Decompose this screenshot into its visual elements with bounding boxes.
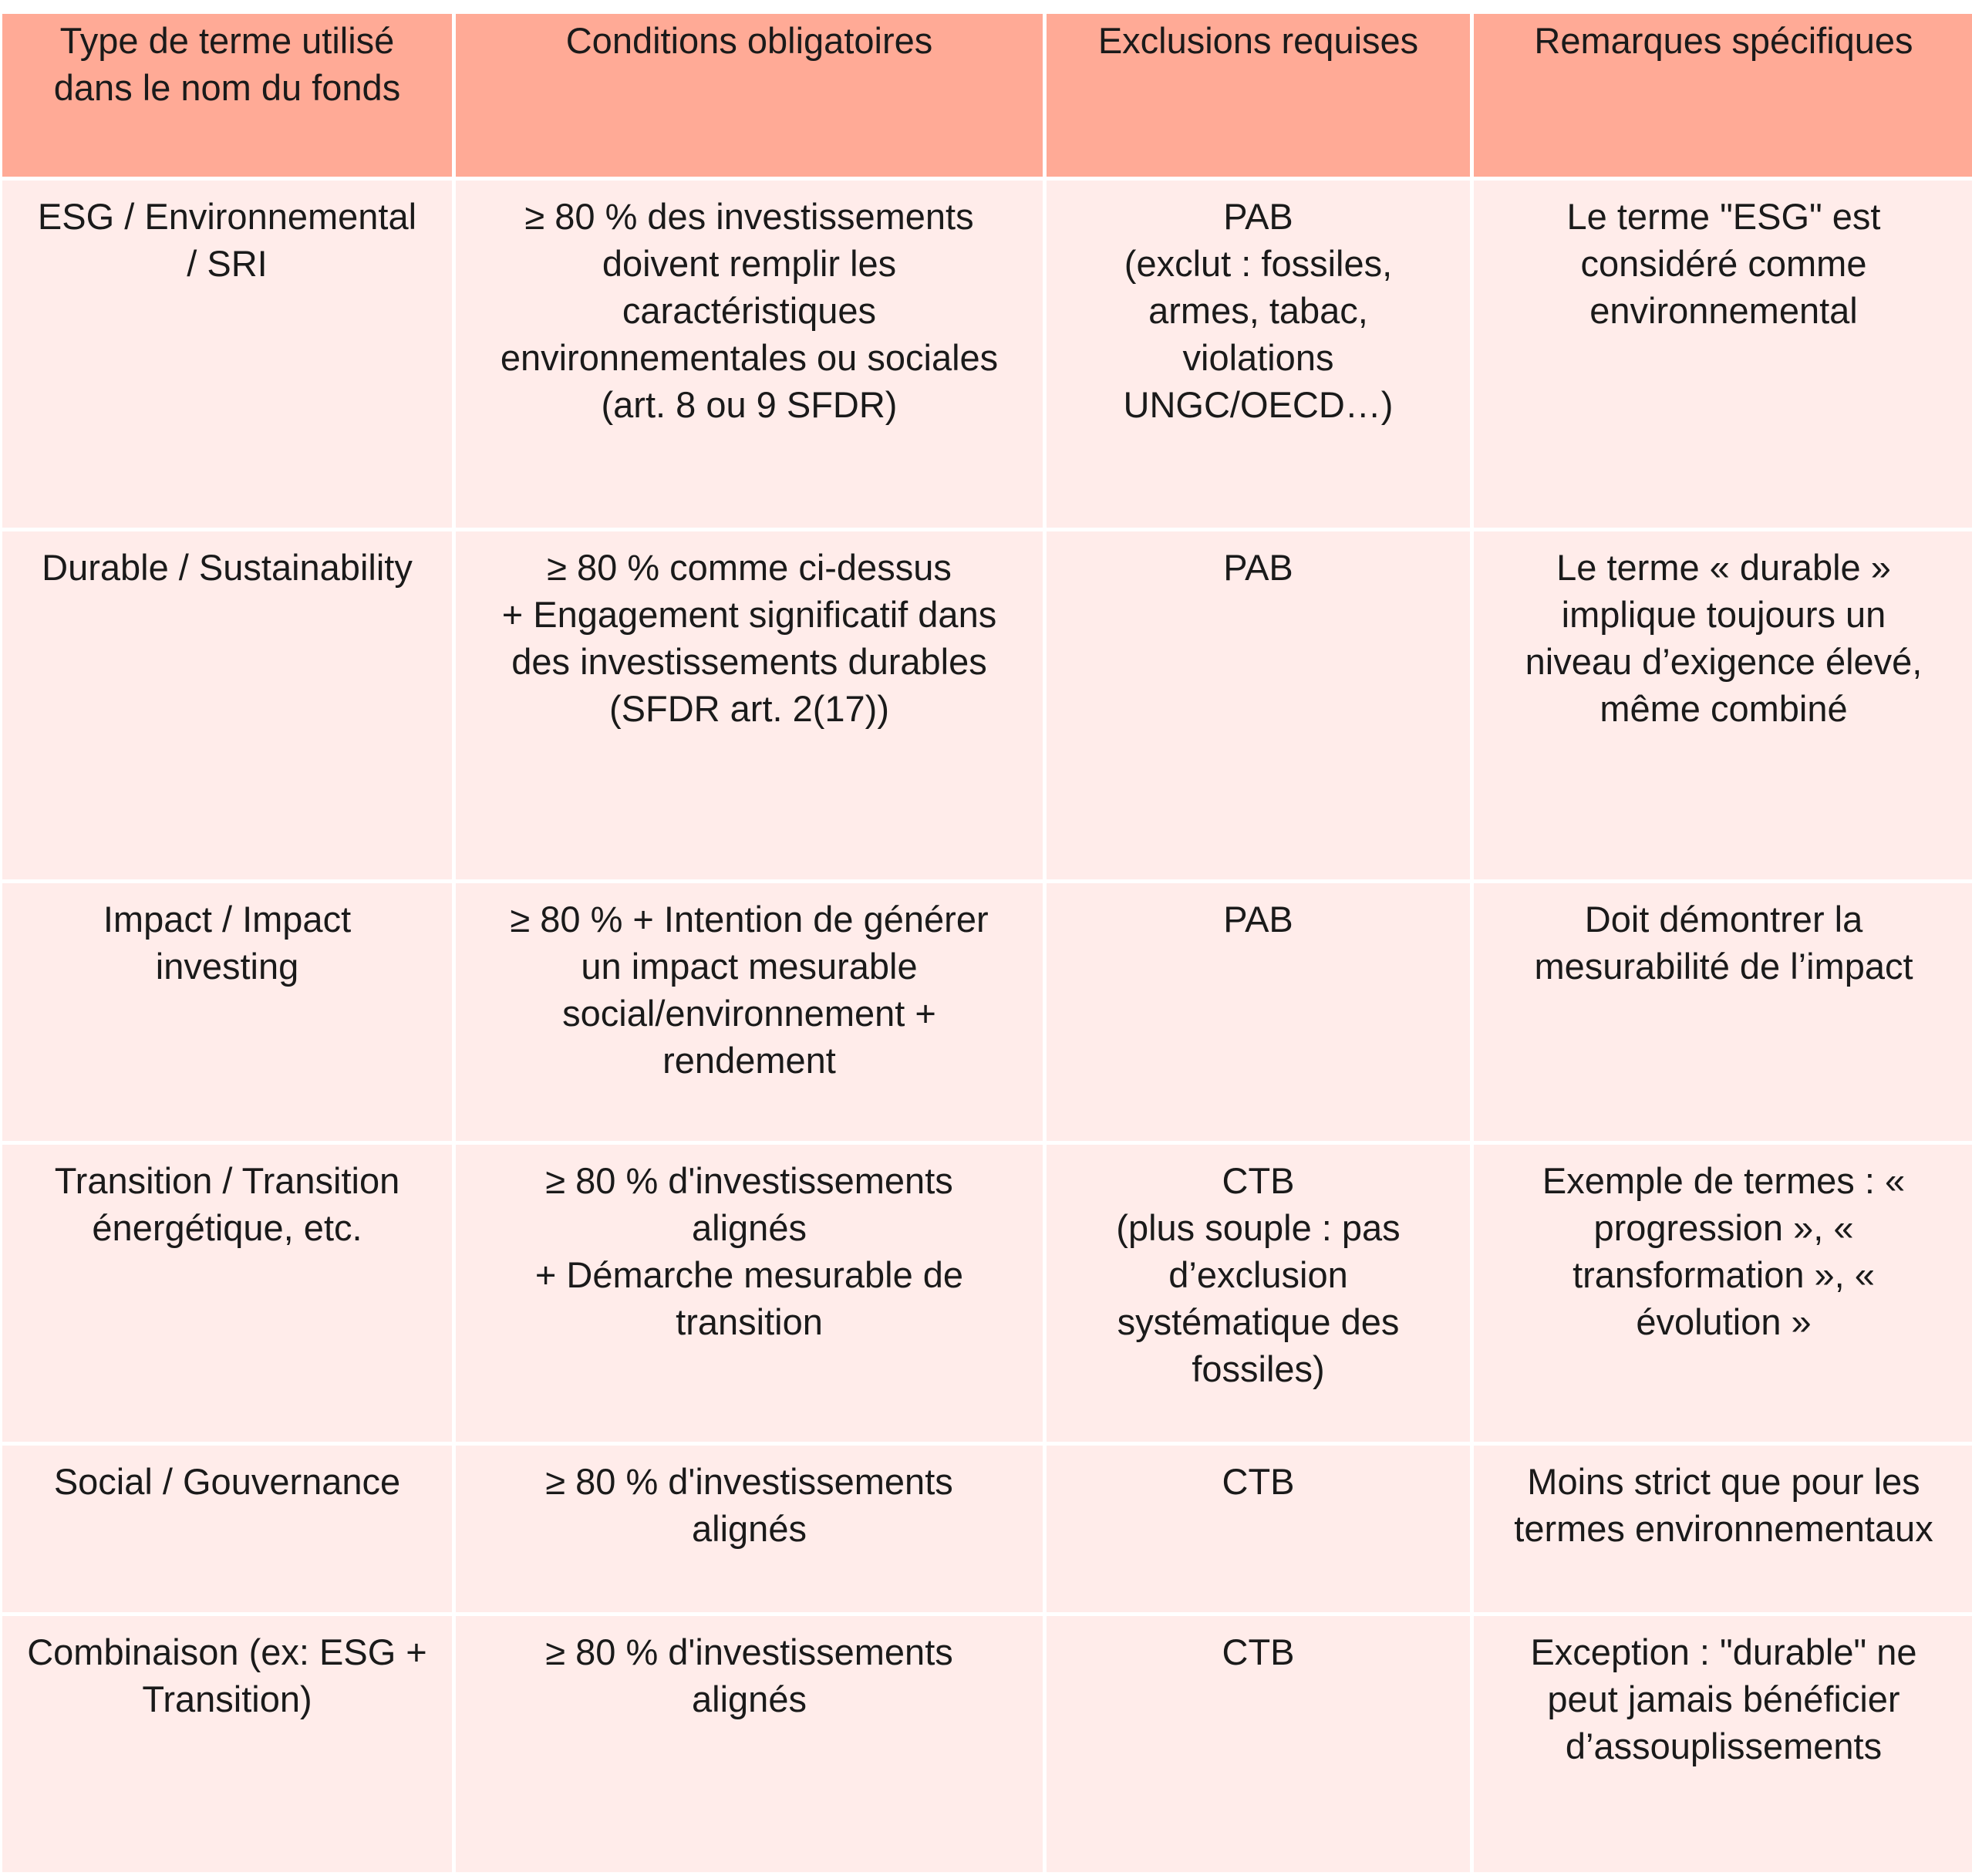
cell-exclusions: PAB bbox=[1047, 531, 1470, 879]
table-row-esg bbox=[2, 181, 1972, 528]
table-body bbox=[2, 181, 1972, 1872]
cell-exclusions: CTB bbox=[1047, 1446, 1470, 1612]
cell-exclusions: PAB bbox=[1047, 883, 1470, 1141]
cell-term-type: Social / Gouvernance bbox=[2, 1446, 452, 1612]
cell-term-type: Durable / Sustainability bbox=[2, 531, 452, 879]
header-specific-remarks: Remarques spécifiques bbox=[1474, 14, 1972, 177]
cell-term-type: Transition / Transition énergétique, etc. bbox=[2, 1145, 452, 1442]
header-mandatory-conditions: Conditions obligatoires bbox=[456, 14, 1043, 177]
header-row bbox=[2, 14, 1972, 177]
cell-conditions: ≥ 80 % d'investissements alignés + Démarche mesurable de transition bbox=[456, 1145, 1043, 1442]
cell-conditions: ≥ 80 % comme ci-dessus + Engagement significatif dans des investissements durables (SFDR art. 2(17)) bbox=[456, 531, 1043, 879]
cell-exclusions: PAB (exclut : fossiles, armes, tabac, violations UNGC/OECD…) bbox=[1047, 181, 1470, 528]
cell-remarks: Doit démontrer la mesurabilité de l’impact bbox=[1474, 883, 1972, 1141]
cell-exclusions: CTB (plus souple : pas d’exclusion systématique des fossiles) bbox=[1047, 1145, 1470, 1442]
cell-remarks: Le terme « durable » implique toujours un niveau d’exigence élevé, même combiné bbox=[1474, 531, 1972, 879]
cell-remarks: Exemple de termes : « progression », « transformation », « évolution » bbox=[1474, 1145, 1972, 1442]
cell-remarks: Exception : "durable" ne peut jamais bénéficier d’assouplissements bbox=[1474, 1616, 1972, 1872]
cell-term-type: ESG / Environnemental / SRI bbox=[2, 181, 452, 528]
table-row-social bbox=[2, 1446, 1972, 1612]
table-row-impact bbox=[2, 883, 1972, 1141]
table-row-combination bbox=[2, 1616, 1972, 1872]
cell-remarks: Moins strict que pour les termes environnementaux bbox=[1474, 1446, 1972, 1612]
cell-conditions: ≥ 80 % + Intention de générer un impact mesurable social/environnement + rendement bbox=[456, 883, 1043, 1141]
cell-conditions: ≥ 80 % d'investissements alignés bbox=[456, 1446, 1043, 1612]
fund-naming-table-container bbox=[2, 14, 1970, 1872]
cell-remarks: Le terme "ESG" est considéré comme environnemental bbox=[1474, 181, 1972, 528]
table-row-durable bbox=[2, 531, 1972, 879]
fund-naming-table bbox=[0, 10, 1972, 1876]
cell-exclusions: CTB bbox=[1047, 1616, 1470, 1872]
table-row-transition bbox=[2, 1145, 1972, 1442]
cell-term-type: Impact / Impact investing bbox=[2, 883, 452, 1141]
header-term-type: Type de terme utilisé dans le nom du fonds bbox=[2, 14, 452, 177]
cell-conditions: ≥ 80 % d'investissements alignés bbox=[456, 1616, 1043, 1872]
cell-term-type: Combinaison (ex: ESG + Transition) bbox=[2, 1616, 452, 1872]
cell-conditions: ≥ 80 % des investissements doivent remplir les caractéristiques environnementales ou sociales (art. 8 ou 9 SFDR) bbox=[456, 181, 1043, 528]
header-required-exclusions: Exclusions requises bbox=[1047, 14, 1470, 177]
table-header bbox=[2, 14, 1972, 177]
